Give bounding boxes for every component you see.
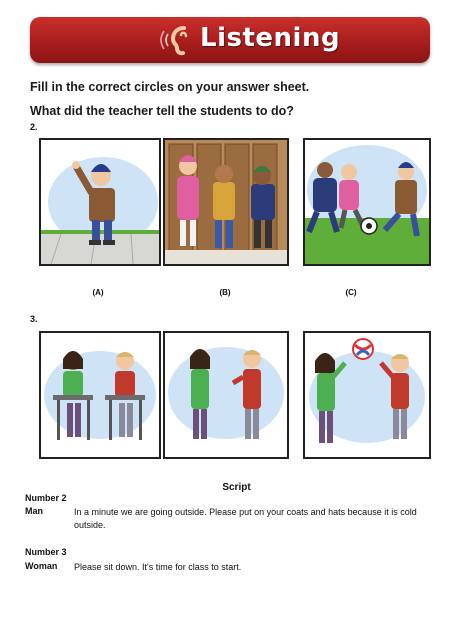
illustration-kids-lockers [165, 140, 287, 264]
script-number-3: Number 3 [25, 547, 67, 557]
illustration-boy-waving [41, 140, 159, 264]
option-a-label: (A) [92, 288, 104, 297]
script-line-2: In a minute we are going outside. Please put on your coats and hats because it is cold outside. [74, 507, 417, 530]
illustration-students-talking [165, 333, 287, 457]
script-speaker-woman: Woman [25, 561, 58, 571]
question-number-3: 3. [30, 314, 38, 324]
ear-icon [158, 23, 198, 57]
question-text: What did the teacher tell the students to do? [30, 104, 294, 118]
picture-3c [303, 331, 431, 459]
picture-2b [163, 138, 289, 266]
illustration-students-ball [305, 333, 429, 457]
title-banner [30, 17, 430, 63]
picture-3b [163, 331, 289, 459]
script-title: Script [222, 482, 251, 493]
option-c-label: (C) [345, 288, 357, 297]
script-line-3: Please sit down. It's time for class to start. [74, 562, 242, 572]
option-b-label: (B) [219, 288, 231, 297]
picture-3a [39, 331, 161, 459]
script-speaker-man: Man [25, 506, 43, 516]
page-title: Listening [200, 23, 341, 53]
script-number-2: Number 2 [25, 493, 67, 503]
picture-2c [303, 138, 431, 266]
question-number-2: 2. [30, 122, 38, 132]
illustration-students-desks [41, 333, 159, 457]
picture-2a [39, 138, 161, 266]
illustration-kids-soccer [305, 140, 429, 264]
instructions: Fill in the correct circles on your answer sheet. [30, 80, 310, 94]
